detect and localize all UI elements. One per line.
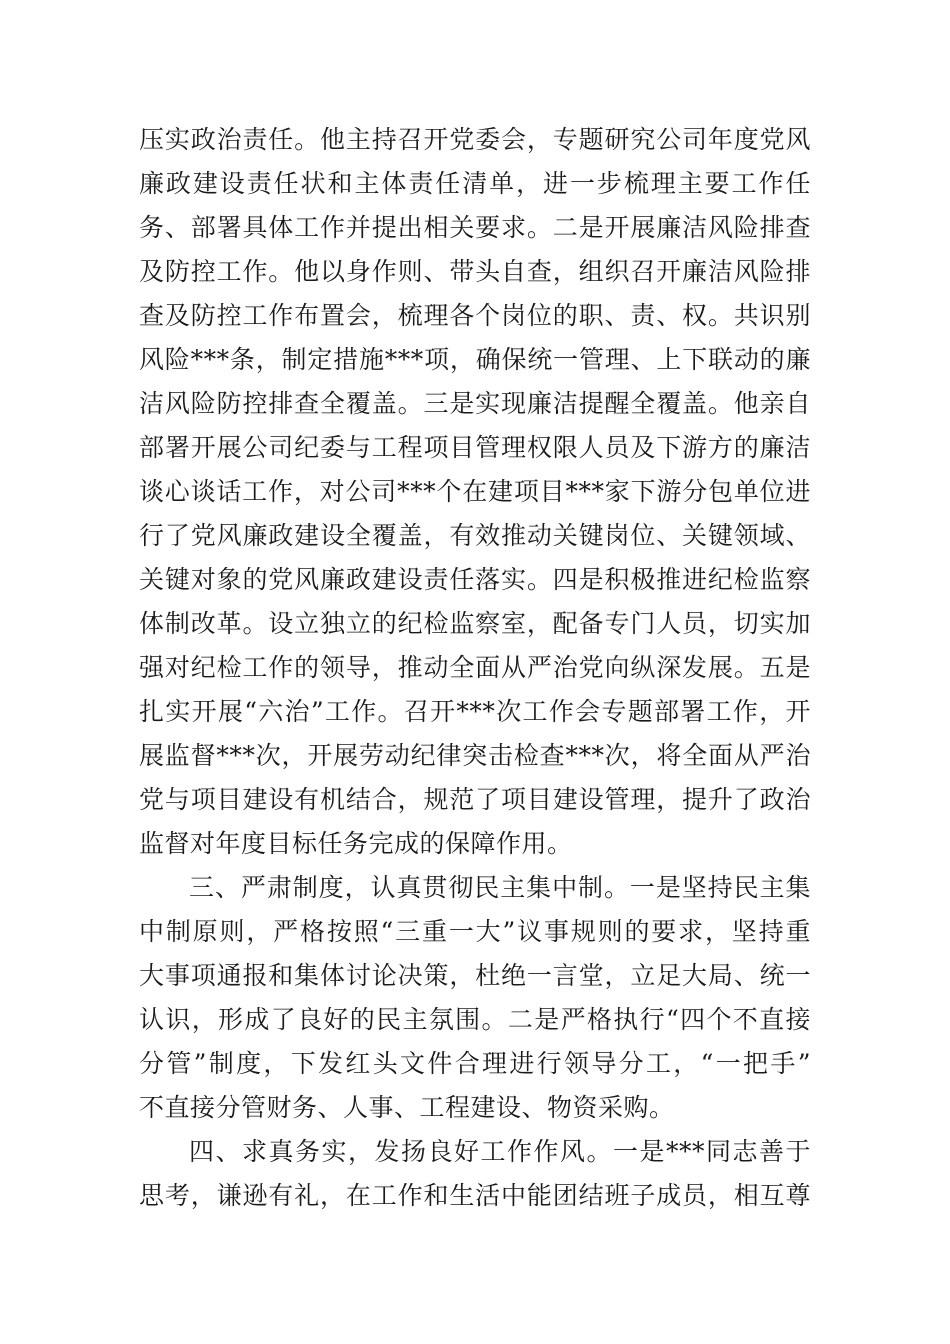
text-line: 监督对年度目标任务完成的保障作用。 (139, 829, 573, 858)
document-body (139, 118, 811, 1218)
text-line: 体制改革。设立独立的纪检监察室，配备专门人员，切实加 (139, 609, 811, 638)
text-line: 部署开展公司纪委与工程项目管理权限人员及下游方的廉洁 (139, 433, 811, 462)
text-line: 不直接分管财务、人事、工程建设、物资采购。 (139, 1093, 675, 1122)
text-line: 查及防控工作布置会，梳理各个岗位的职、责、权。共识别 (139, 301, 811, 330)
text-line: 压实政治责任。他主持召开党委会，专题研究公司年度党风 (139, 125, 811, 154)
text-line: 中制原则，严格按照“三重一大”议事规则的要求，坚持重 (139, 917, 811, 946)
text-line: 思考，谦逊有礼，在工作和生活中能团结班子成员，相互尊 (139, 1181, 811, 1210)
text-line: 关键对象的党风廉政建设责任落实。四是积极推进纪检监察 (139, 565, 811, 594)
text-line: 扎实开展“六治”工作。召开***次工作会专题部署工作，开 (139, 697, 811, 726)
text-line: 认识，形成了良好的民主氛围。二是严格执行“四个不直接 (139, 1005, 811, 1034)
text-line: 谈心谈话工作，对公司***个在建项目***家下游分包单位进 (139, 477, 811, 506)
text-line: 行了党风廉政建设全覆盖，有效推动关键岗位、关键领域、 (139, 521, 811, 550)
text-line: 廉政建设责任状和主体责任清单，进一步梳理主要工作任 (139, 169, 811, 198)
text-line: 大事项通报和集体讨论决策，杜绝一言堂，立足大局、统一 (139, 961, 811, 990)
text-line: 务、部署具体工作并提出相关要求。二是开展廉洁风险排查 (139, 213, 811, 242)
text-line: 强对纪检工作的领导，推动全面从严治党向纵深发展。五是 (139, 653, 811, 682)
section-heading-line: 三、严肃制度，认真贯彻民主集中制。一是坚持民主集 (189, 873, 811, 902)
text-line: 风险***条，制定措施***项，确保统一管理、上下联动的廉 (139, 345, 811, 374)
section-heading-line: 四、求真务实，发扬良好工作作风。一是***同志善于 (189, 1137, 811, 1166)
text-line: 党与项目建设有机结合，规范了项目建设管理，提升了政治 (139, 785, 811, 814)
text-line: 分管”制度，下发红头文件合理进行领导分工，“一把手” (139, 1049, 811, 1078)
text-line: 洁风险防控排查全覆盖。三是实现廉洁提醒全覆盖。他亲自 (139, 389, 811, 418)
text-line: 展监督***次，开展劳动纪律突击检查***次，将全面从严治 (139, 741, 811, 770)
text-line: 及防控工作。他以身作则、带头自查，组织召开廉洁风险排 (139, 257, 811, 286)
